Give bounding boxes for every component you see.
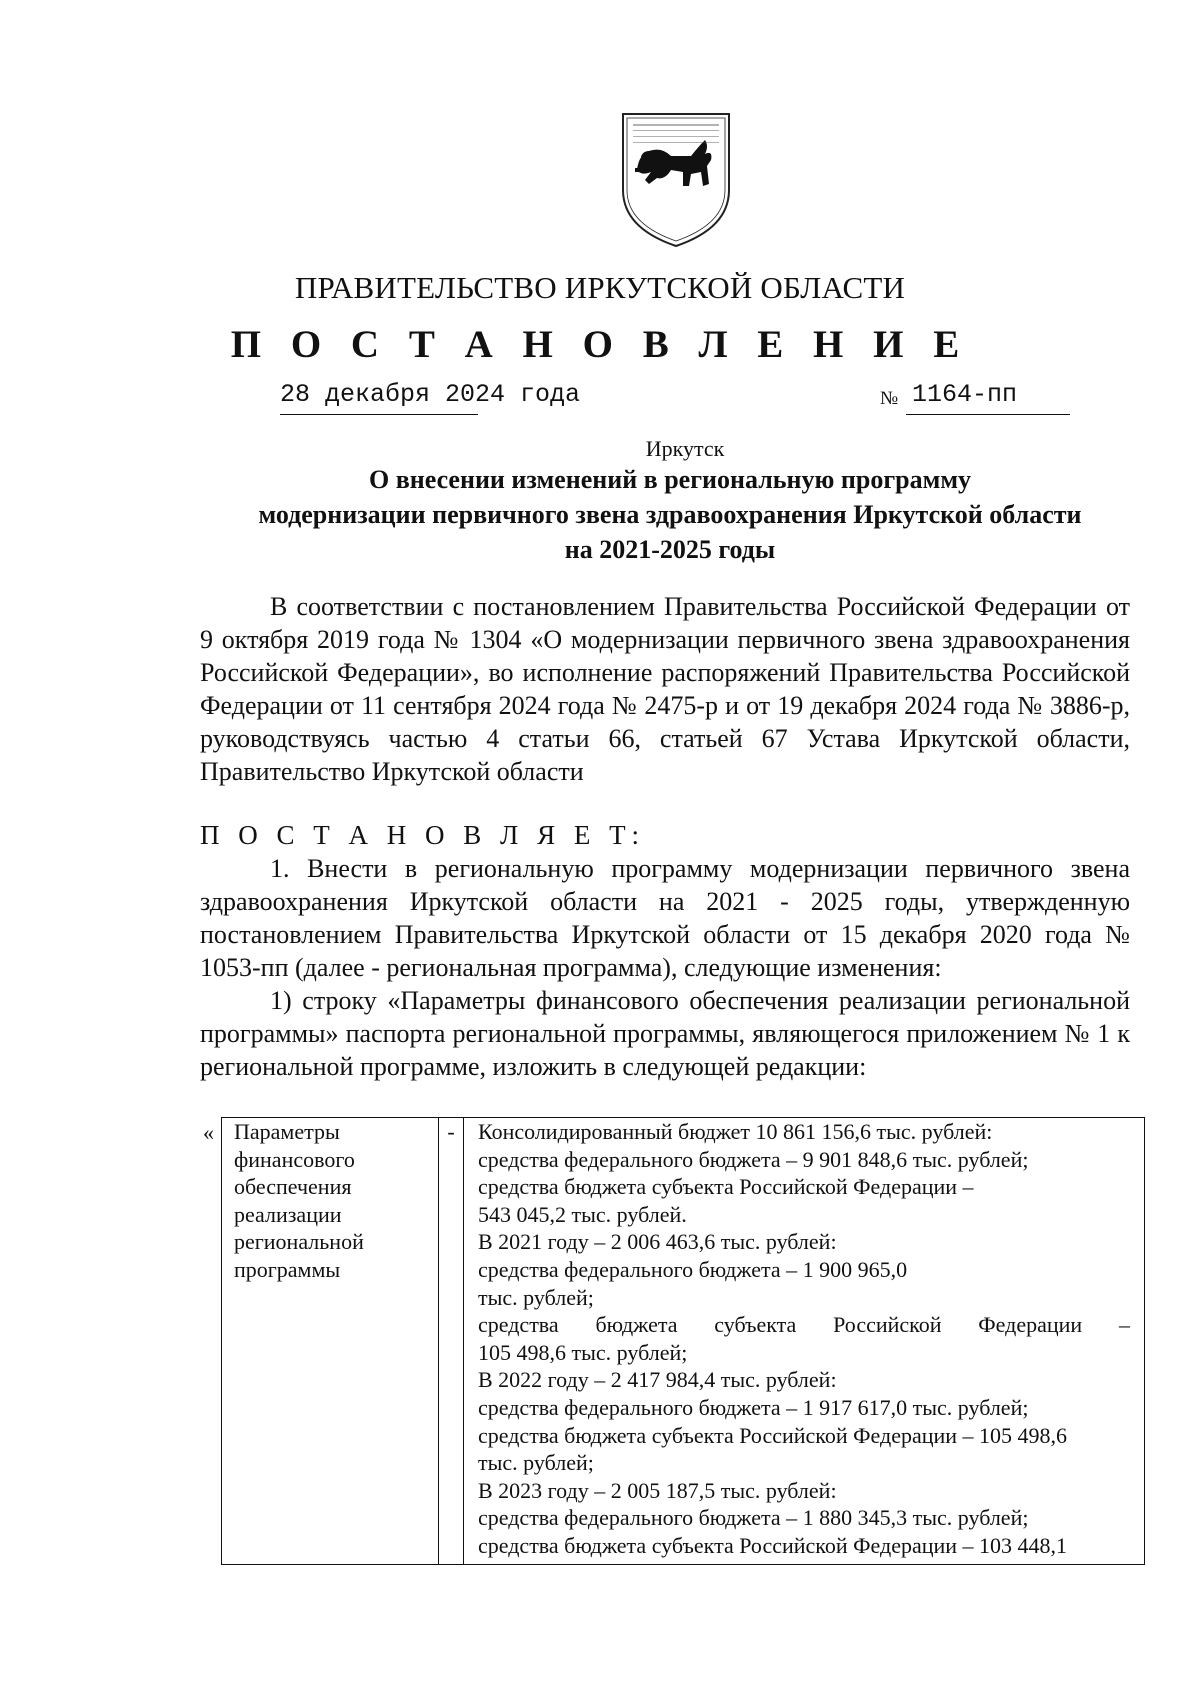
- detail-line: 105 498,6 тыс. рублей;: [478, 1339, 688, 1365]
- row-title-line: обеспечения: [234, 1174, 352, 1200]
- detail-line: средства бюджета субъекта Российской Федерации –: [478, 1174, 974, 1200]
- date-underline: [280, 414, 478, 415]
- detail-line: 543 045,2 тыс. рублей.: [478, 1201, 687, 1227]
- number-underline: [906, 414, 1070, 415]
- detail-line: Консолидированный бюджет 10 861 156,6 тыс. рублей:: [478, 1119, 993, 1144]
- heading-line: на 2021-2025 годы: [564, 535, 776, 564]
- document-number: 1164-пп: [912, 380, 1018, 409]
- detail-line: В 2022 году – 2 417 984,4 тыс. рублей:: [478, 1367, 837, 1393]
- coat-of-arms-emblem: [619, 110, 733, 250]
- detail-line: средства федерального бюджета – 1 880 345,3 тыс. рублей;: [478, 1505, 1029, 1531]
- table-row: [222, 1118, 1145, 1565]
- financing-table: [221, 1117, 1145, 1565]
- city: Иркутск: [645, 436, 725, 461]
- item-1-1-paragraph: 1) строку «Параметры финансового обеспечения реализации региональной программы» паспорта региональной программы, являющегося приложением № 1 к региональной программе, изложить в следующей редакции:: [200, 986, 1130, 1081]
- row-title-line: программы: [234, 1256, 341, 1282]
- document-type: П О С Т А Н О В Л Е Н И Е: [230, 323, 970, 366]
- dash-cell: -: [439, 1118, 464, 1565]
- detail-line: В 2021 году – 2 006 463,6 тыс. рублей:: [478, 1229, 837, 1255]
- detail-line: средства федерального бюджета – 1 917 617,0 тыс. рублей;: [478, 1394, 1029, 1420]
- detail-line: средства бюджета субъекта Российской Федерации –: [478, 1312, 1130, 1338]
- detail-line: В 2023 году – 2 005 187,5 тыс. рублей:: [478, 1477, 837, 1503]
- detail-line: средства бюджета субъекта Российской Федерации – 103 448,1: [478, 1532, 1068, 1558]
- opening-quote: «: [203, 1120, 214, 1145]
- document-heading: [200, 462, 1140, 567]
- number-sign: №: [880, 388, 899, 409]
- detail-line: средства федерального бюджета – 9 901 848,6 тыс. рублей;: [478, 1146, 1029, 1172]
- heading-line: О внесении изменений в региональную программу: [368, 465, 972, 494]
- detail-line: средства бюджета субъекта Российской Федерации – 105 498,6: [478, 1422, 1068, 1448]
- detail-line: тыс. рублей;: [478, 1284, 594, 1310]
- document-date: 28 декабря 2024 года: [280, 380, 581, 409]
- row-title-line: реализации: [234, 1201, 342, 1227]
- financing-details-cell: [464, 1118, 1145, 1565]
- preamble-paragraph: В соответствии с постановлением Правительства Российской Федерации от 9 октября 2019 года № 1304 «О модернизации первичного звена здравоохранения Российской Федерации», во исполнение распоряжений Правительства Российской Федерации от 11 сентября 2024 года № 2475-р и от 19 декабря 2024 года № 3886-р, руководствуясь частью 4 статьи 66, статьей 67 Устава Иркутской области, Правительство Иркутской области: [200, 592, 1130, 786]
- government-name: ПРАВИТЕЛЬСТВО ИРКУТСКОЙ ОБЛАСТИ: [294, 270, 906, 305]
- resolves-word: П О С Т А Н О В Л Я Е Т:: [200, 820, 646, 850]
- detail-line: средства федерального бюджета – 1 900 965,0: [478, 1256, 908, 1282]
- row-title-cell: [222, 1118, 439, 1565]
- detail-line: тыс. рублей;: [478, 1450, 594, 1476]
- row-title-line: финансового: [234, 1146, 355, 1172]
- row-title-line: региональной: [234, 1229, 364, 1255]
- item-1-paragraph: 1. Внести в региональную программу модернизации первичного звена здравоохранения Иркутской области на 2021 - 2025 годы, утвержденную постановлением Правительства Иркутской области от 15 декабря 2020 года № 1053-пп (далее - региональная программа), следующие изменения:: [200, 854, 1130, 982]
- heading-line: модернизации первичного звена здравоохранения Иркутской области: [258, 500, 1082, 529]
- row-title-line: Параметры: [234, 1119, 340, 1144]
